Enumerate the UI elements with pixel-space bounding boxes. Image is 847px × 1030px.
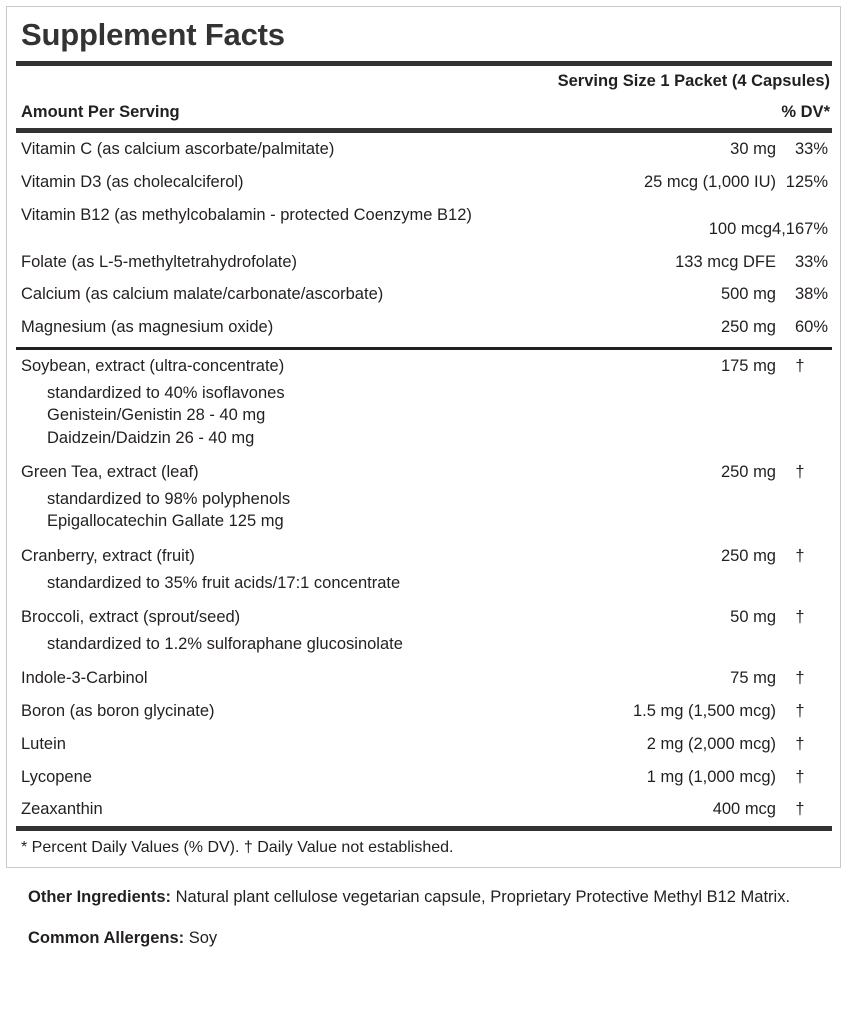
common-allergens-line — [28, 925, 833, 952]
nutrient-percent-dv: 125% — [785, 173, 828, 192]
ingredient-subline: standardized to 98% polyphenols — [47, 489, 291, 508]
common-allergens-text: Soy — [184, 928, 218, 947]
nutrient-percent-dv: 60% — [794, 318, 828, 337]
percent-dv-header: % DV* — [781, 103, 830, 122]
nutrient-row — [15, 246, 832, 279]
nutrient-row — [15, 199, 832, 246]
ingredient-sublines — [15, 628, 832, 662]
ingredient-amount: 175 mg — [720, 357, 776, 376]
ingredient-dagger-icon: † — [795, 546, 805, 565]
nutrient-percent-dv: 33% — [794, 252, 828, 271]
ingredient-amount: 50 mg — [730, 608, 776, 626]
serving-size-line: Serving Size 1 Packet (4 Capsules) — [557, 71, 830, 90]
ingredient-subline: Daidzein/Daidzin 26 - 40 mg — [47, 428, 255, 447]
page-title: Supplement Facts — [21, 17, 285, 52]
nutrient-name: Folate (as L-5-methyltetrahydrofolate) — [21, 252, 298, 271]
ingredient-amount: 400 mcg — [712, 800, 776, 819]
nutrient-percent-dv: 33% — [794, 140, 828, 159]
nutrient-name: Vitamin C (as calcium ascorbate/palmitate) — [21, 140, 335, 159]
ingredient-dagger-icon: † — [795, 357, 805, 376]
ingredient-dagger-icon: † — [795, 734, 805, 753]
nutrient-name: Magnesium (as magnesium oxide) — [21, 318, 274, 337]
nutrient-name: Calcium (as calcium malate/carbonate/ascorbate) — [21, 285, 384, 304]
ingredient-amount: 250 mg — [720, 463, 776, 482]
ingredient-sublines — [15, 483, 832, 540]
ingredient-name: Lycopene — [21, 767, 92, 786]
ingredient-name: Zeaxanthin — [21, 800, 103, 819]
ingredient-row — [15, 350, 832, 377]
ingredient-row — [15, 761, 832, 788]
nutrient-percent-dv: 38% — [794, 285, 828, 304]
ingredient-dagger-icon: † — [795, 669, 805, 688]
ingredient-name: Indole-3-Carbinol — [21, 669, 148, 688]
ingredient-subline: Genistein/Genistin 28 - 40 mg — [47, 406, 266, 425]
ingredient-dagger-icon: † — [795, 463, 805, 482]
ingredient-name: Broccoli, extract (sprout/seed) — [21, 608, 241, 626]
ingredient-row — [15, 601, 832, 628]
nutrient-amount: 133 mcg DFE — [675, 252, 776, 271]
ingredient-amount: 75 mg — [730, 669, 776, 688]
ingredient-name: Soybean, extract (ultra-concentrate) — [21, 357, 285, 376]
ingredient-row — [15, 456, 832, 483]
ingredient-dagger-icon: † — [795, 702, 805, 720]
nutrient-amount: 25 mcg (1,000 IU) — [643, 173, 776, 192]
nutrient-row — [15, 311, 832, 344]
nutrient-name: Vitamin D3 (as cholecalciferol) — [21, 173, 244, 192]
nutrient-name: Vitamin B12 (as methylcobalamin - protected Coenzyme B12) — [21, 205, 472, 224]
nutrient-row — [15, 278, 832, 311]
nutrient-amount: 100 mcg — [708, 219, 773, 238]
footnote-text: * Percent Daily Values (% DV). † Daily Value not established. — [21, 839, 454, 857]
ingredient-amount: 1 mg (1,000 mcg) — [646, 767, 776, 786]
vitamin-rows — [15, 133, 832, 344]
ingredient-row — [15, 695, 832, 722]
common-allergens-label: Common Allergens: — [28, 928, 185, 947]
ingredient-amount: 250 mg — [720, 546, 776, 565]
ingredient-dagger-icon: † — [795, 767, 805, 786]
nutrient-row — [15, 133, 832, 166]
ingredient-row — [15, 662, 832, 689]
ingredient-subline: Epigallocatechin Gallate 125 mg — [47, 512, 284, 531]
amount-per-serving-header: Amount Per Serving — [21, 103, 180, 122]
nutrient-percent-dv: 4,167% — [772, 219, 828, 238]
ingredient-row — [15, 793, 832, 820]
ingredient-row — [15, 728, 832, 755]
ingredient-sublines — [15, 567, 832, 601]
ingredient-subline: standardized to 1.2% sulforaphane glucosinolate — [47, 634, 403, 653]
facts-box — [6, 6, 841, 868]
ingredient-amount: 1.5 mg (1,500 mcg) — [632, 702, 776, 720]
ingredient-sublines — [15, 377, 832, 456]
ingredient-subline: standardized to 35% fruit acids/17:1 concentrate — [47, 573, 401, 592]
ingredient-name: Lutein — [21, 734, 66, 753]
ingredient-name: Boron (as boron glycinate) — [21, 702, 215, 720]
ingredient-amount: 2 mg (2,000 mcg) — [646, 734, 776, 753]
other-ingredients-line — [28, 884, 833, 911]
ingredient-row — [15, 540, 832, 567]
supplement-facts-panel — [0, 6, 847, 952]
column-header-row — [15, 98, 832, 128]
ingredient-name: Cranberry, extract (fruit) — [21, 546, 195, 565]
ingredient-dagger-icon: † — [795, 608, 805, 626]
ingredient-dagger-icon: † — [795, 800, 805, 819]
nutrient-row — [15, 166, 832, 199]
ingredient-name: Green Tea, extract (leaf) — [21, 463, 199, 482]
other-ingredients-label: Other Ingredients: — [28, 888, 172, 907]
other-ingredients-text: Natural plant cellulose vegetarian capsule, Proprietary Protective Methyl B12 Matrix. — [171, 888, 791, 907]
nutrient-amount: 250 mg — [720, 318, 776, 337]
below-box-notes — [6, 868, 841, 951]
nutrient-amount: 500 mg — [720, 285, 776, 304]
botanical-rows — [15, 350, 832, 826]
ingredient-subline: standardized to 40% isoflavones — [47, 383, 285, 402]
nutrient-amount: 30 mg — [730, 140, 776, 159]
